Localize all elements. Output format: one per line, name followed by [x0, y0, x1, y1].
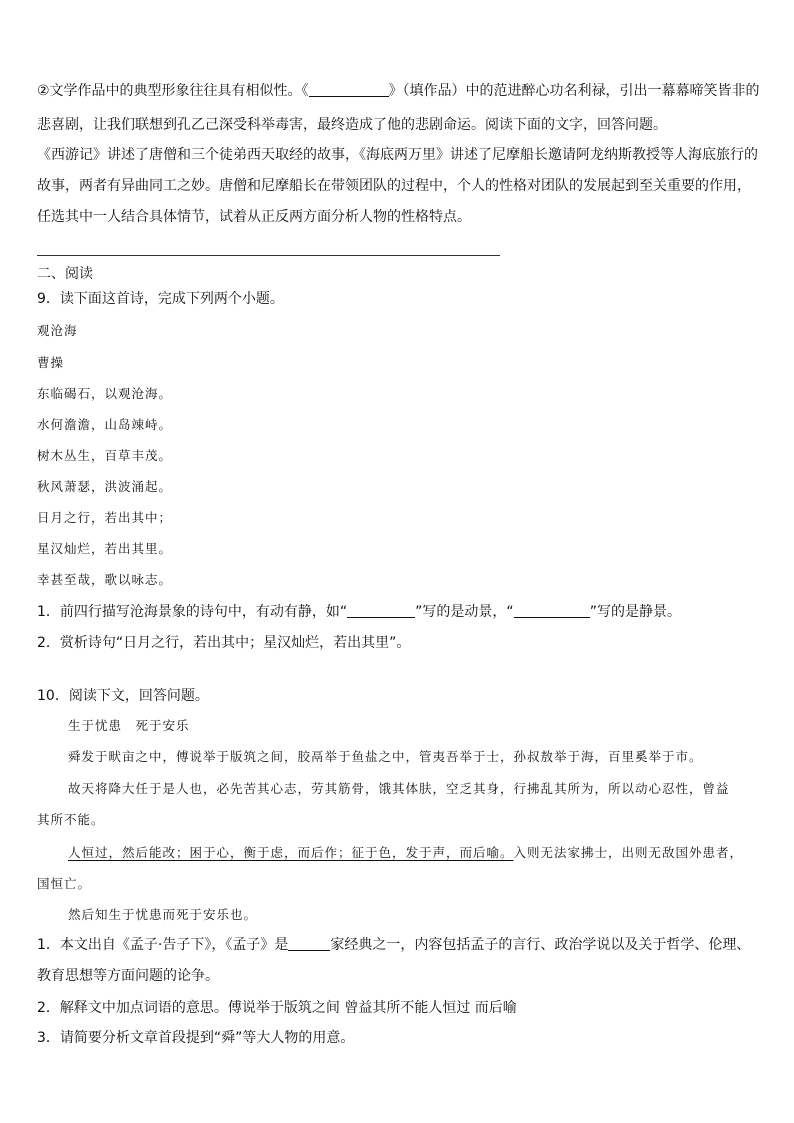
text-title: 生于忧患 死于安乐: [68, 718, 190, 733]
paragraph-3-line-1: [68, 843, 743, 863]
q9-sub-text: 1．前四行描写沧海景象的诗句中，有动有静，如“: [37, 604, 348, 620]
paragraph-2-line-1: 故天将降大任于是人也，必先苦其心志，劳其筋骨，饿其体肤，空乏其身，行拂乱其所为，所以动心忍性，曾益: [68, 781, 730, 796]
poem-line: 秋风萧瑟，洪波涌起。: [37, 479, 173, 494]
q9-sub-2: 2．赏析诗句“日月之行，若出其中；星汉灿烂，若出其里”。: [37, 635, 411, 651]
poem-line: 树木丛生，百草丰茂。: [37, 448, 173, 463]
q8-text: ②文学作品中的典型形象往往具有相似性。《: [37, 83, 309, 99]
poem-line: 日月之行，若出其中；: [37, 510, 173, 525]
underlined-sentence: 人恒过，然后能改；困于心，衡于虑，而后作；征于色，发于声，而后喻。: [68, 845, 514, 860]
answer-blank[interactable]: [309, 82, 389, 97]
q9-sub-text: ”写的是动景，“: [415, 604, 514, 620]
q10-sub-text: 1．本文出自《孟子·告子下》，《孟子》是: [37, 937, 289, 953]
q8-line-5: 任选其中一人结合具体情节，试着从正反两方面分析人物的性格特点。: [37, 209, 471, 225]
paragraph-2-line-2: 其所不能。: [37, 812, 105, 827]
q8-line-3: 《西游记》讲述了唐僧和三个徒弟西天取经的故事，《海底两万里》讲述了尼摩船长邀请阿龙纳斯教授等人海底旅行的: [37, 147, 758, 163]
q10-sub-text: 家经典之一，内容包括孟子的言行、政治学说以及关于哲学、伦理、: [330, 937, 751, 953]
section-title: 二、阅读: [37, 266, 93, 282]
answer-blank[interactable]: [347, 603, 415, 618]
poem-line: 水何澹澹，山岛竦峙。: [37, 417, 173, 432]
answer-blank[interactable]: [288, 936, 330, 951]
q8-line-1: [37, 81, 760, 101]
q8-text: 》（填作品）中的范进醉心功名利禄，引出一幕幕啼笑皆非的: [388, 83, 760, 99]
poem-line: 东临碣石，以观沧海。: [37, 386, 173, 401]
q10-sub-2: 2．解释文中加点词语的意思。傅说举于版筑之间 曾益其所不能人恒过 而后喻: [37, 1000, 517, 1016]
q8-line-4: 故事，两者有异曲同工之妙。唐僧和尼摩船长在带领团队的过程中，个人的性格对团队的发展起到至关重要的作用，: [37, 178, 751, 194]
q10-sub-1-line-2: 教育思想等方面问题的论争。: [37, 968, 219, 984]
q9-intro: 9．读下面这首诗，完成下列两个小题。: [37, 291, 284, 307]
answer-blank[interactable]: [514, 603, 590, 618]
q10-sub-3: 3．请简要分析文章首段提到“舜”等大人物的用意。: [37, 1030, 355, 1046]
q10-sub-1: [37, 935, 750, 955]
poem-line: 幸甚至哉，歌以咏志。: [37, 572, 173, 587]
paragraph-3-line-2: 国恒亡。: [37, 876, 92, 891]
q10-intro: 10．阅读下文，回答问题。: [37, 688, 209, 704]
poem-line: 星汉灿烂，若出其里。: [37, 541, 173, 556]
answer-line[interactable]: [37, 255, 500, 256]
q8-line-2: 悲喜剧，让我们联想到孔乙己深受科举毒害，最终造成了他的悲剧命运。阅读下面的文字，回答问题。: [37, 117, 667, 133]
poem-title: 观沧海: [37, 323, 78, 338]
paragraph-3-text: 入则无法家拂士，出则无敌国外患者，: [513, 845, 744, 860]
paragraph-4: 然后知生于忧患而死于安乐也。: [68, 907, 258, 922]
paragraph-1: 舜发于畎亩之中，傅说举于版筑之间，胶鬲举于鱼盐之中，管夷吾举于士，孙叔敖举于海，百里奚举于市。: [68, 749, 703, 764]
poem-author: 曹操: [37, 355, 65, 370]
q9-sub-1: [37, 602, 681, 622]
q9-sub-text: ”写的是静景。: [589, 604, 681, 620]
